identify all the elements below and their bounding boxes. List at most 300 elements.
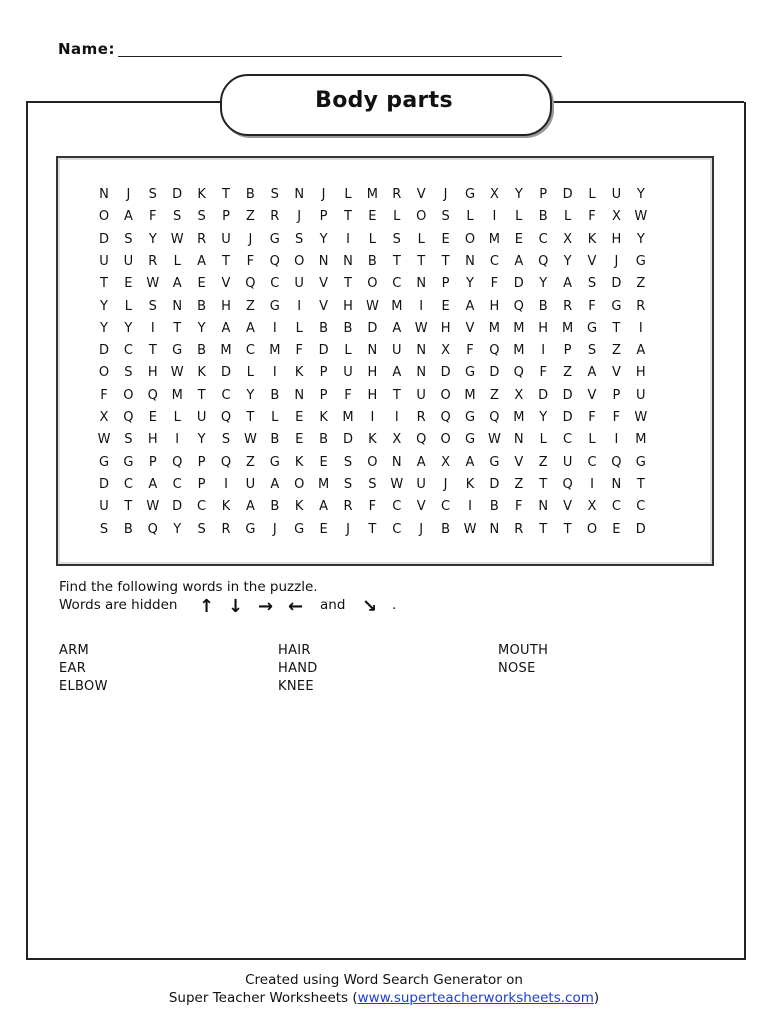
grid-letter: Q [147,387,158,403]
grid-letter: J [272,521,277,537]
grid-letter: R [270,209,280,225]
footer-suffix: ) [593,990,600,1006]
grid-letter: C [538,231,548,247]
grid-letter: N [416,276,427,292]
grid-letter: D [489,365,500,381]
grid-letter: R [221,521,231,537]
grid-letter: C [489,253,499,269]
grid-letter: M [513,343,525,359]
grid-letter: X [611,209,621,225]
grid-letter: L [173,253,181,269]
grid-letter: Q [172,454,183,470]
word-list-item: ARM [59,643,90,658]
grid-letter: G [269,231,280,247]
grid-letter: Z [245,454,255,470]
grid-letter: A [245,320,255,336]
grid-letter: P [441,276,450,292]
grid-row [92,273,653,295]
grid-letter: V [587,253,597,269]
grid-letter: U [245,476,256,492]
grid-letter: S [295,231,304,247]
grid-letter: E [612,521,621,537]
grid-letter: S [148,298,157,314]
grid-letter: L [246,365,255,381]
grid-letter: E [441,231,450,247]
name-label: Name: [58,40,115,58]
frame-top-left [26,101,222,103]
grid-letter: X [514,387,524,403]
grid-letter: P [148,454,157,470]
grid-letter: T [392,253,401,269]
grid-letter: N [318,253,329,269]
grid-letter: T [344,209,352,225]
grid-letter: O [367,454,378,470]
grid-letter: C [270,276,280,292]
grid-letter: X [489,187,499,202]
grid-letter: H [147,365,158,381]
grid-letter: H [147,432,158,448]
grid-letter: A [392,320,402,336]
grid-letter: S [343,476,353,492]
grid-letter: U [99,253,109,269]
grid-letter: B [245,187,255,202]
grid-letter: F [246,253,255,269]
grid-letter: S [392,231,401,247]
grid-letter: N [367,343,378,359]
grid-letter: Z [563,365,573,381]
grid-letter: E [148,410,157,425]
grid-row [92,452,653,474]
grid-letter: W [170,365,184,381]
grid-letter: D [98,231,109,247]
grid-letter: O [294,476,305,492]
grid-letter: H [367,387,378,403]
grid-letter: O [586,521,598,537]
grid-letter: P [319,387,328,403]
grid-letter: U [294,276,304,292]
footer-source [0,990,768,1006]
grid-letter: S [343,454,353,470]
instructions-line1: Find the following words in the puzzle. [59,579,318,595]
grid-letter: T [148,343,157,359]
grid-letter: C [123,343,133,359]
grid-letter: A [563,276,573,292]
grid-letter: F [588,298,596,314]
grid-letter: O [123,387,134,403]
grid-letter: P [222,209,230,225]
grid-letter: E [368,209,377,225]
grid-letter: Y [466,276,474,292]
grid-letter: U [416,387,426,403]
grid-letter: A [465,298,475,314]
grid-letter: S [124,231,133,247]
grid-letter: W [97,432,111,448]
grid-letter: Q [123,410,134,425]
grid-letter: M [317,476,330,492]
grid-letter: H [635,365,646,381]
grid-letter: G [489,454,500,470]
footer-credit: Created using Word Search Generator on [245,972,523,988]
grid-letter: L [295,320,303,336]
grid-letter: I [638,320,643,336]
grid-letter: I [468,499,472,515]
grid-letter: W [487,432,501,448]
grid-letter: N [416,365,427,381]
grid-letter: B [197,343,207,359]
grid-letter: X [441,343,451,359]
grid-letter: L [124,298,133,314]
grid-letter: T [197,387,206,403]
grid-letter: S [197,521,206,537]
grid-letter: D [98,343,109,359]
grid-letter: K [221,499,231,515]
grid-letter: X [392,432,402,448]
grid-letter: P [319,365,328,381]
grid-letter: U [196,410,207,425]
grid-letter: U [562,454,573,470]
grid-letter: G [586,320,598,336]
instructions-period: . [392,597,397,613]
grid-letter: R [343,499,353,515]
grid-letter: P [197,454,206,470]
grid-letter: C [123,476,133,492]
grid-row [92,206,653,228]
grid-letter: C [611,499,621,515]
grid-letter: T [392,387,401,403]
grid-letter: B [319,320,329,336]
grid-letter: V [416,499,426,515]
grid-letter: B [319,432,329,448]
grid-letter: Y [148,231,157,247]
grid-letter: P [197,476,206,492]
grid-letter: Y [636,187,645,202]
grid-letter: I [272,320,277,336]
grid-letter: Q [220,454,232,470]
grid-letter: Q [562,476,573,492]
grid-letter: S [441,209,450,225]
grid-letter: A [197,253,207,269]
grid-letter: X [441,454,451,470]
grid-letter: E [514,231,523,247]
grid-letter: E [319,454,328,470]
grid-letter: Y [124,320,133,336]
grid-letter: I [492,209,497,225]
grid-letter: D [562,187,573,202]
grid-row [92,251,653,273]
grid-letter: I [419,298,424,314]
grid-letter: O [294,253,305,269]
grid-letter: Q [538,253,549,269]
grid-letter: L [271,410,279,425]
grid-letter: Q [147,521,158,537]
grid-letter: Z [245,298,255,314]
grid-letter: N [465,253,475,269]
grid-letter: I [346,231,350,247]
grid-letter: L [588,432,596,448]
grid-row [92,519,653,541]
grid-letter: E [197,276,206,292]
grid-letter: Z [514,476,524,492]
grid-letter: B [367,253,377,269]
grid-letter: Q [220,410,232,425]
word-list-item: KNEE [278,679,314,694]
grid-letter: Y [563,253,572,269]
grid-letter: M [342,410,354,425]
word-list-item: EAR [59,661,87,676]
grid-letter: I [224,476,228,492]
grid-letter: D [367,320,378,336]
grid-letter: P [563,343,572,359]
grid-letter: J [297,209,302,225]
grid-letter: D [538,387,549,403]
grid-letter: U [221,231,231,247]
grid-letter: K [587,231,597,247]
grid-letter: C [245,343,255,359]
grid-letter: G [635,454,646,470]
grid-letter: J [126,187,131,202]
grid-letter: R [392,187,402,202]
grid-letter: B [123,521,133,537]
grid-letter: V [611,365,621,381]
grid-letter: A [245,499,255,515]
word-list-item: HAIR [278,643,311,658]
grid-letter: J [614,253,619,269]
grid-row [92,184,653,206]
grid-letter: V [563,499,573,515]
grid-letter: D [513,276,524,292]
grid-letter: W [463,521,477,537]
grid-letter: Y [197,320,206,336]
grid-letter: H [343,298,353,314]
grid-letter: W [170,231,184,247]
grid-letter: N [391,454,402,470]
grid-letter: N [294,387,305,403]
grid-letter: A [416,454,426,470]
arrow-down-icon: ↓ [228,596,244,617]
grid-letter: R [197,231,207,247]
grid-letter: V [319,276,329,292]
grid-letter: B [270,432,280,448]
grid-row [92,362,653,384]
grid-letter: G [464,187,476,202]
grid-letter: B [343,320,353,336]
page-title: Body parts [315,88,453,113]
grid-letter: S [124,432,133,448]
grid-letter: D [220,365,231,381]
grid-row [92,474,653,496]
grid-letter: F [466,343,474,359]
grid-letter: L [515,209,523,225]
grid-letter: F [588,209,596,225]
grid-letter: L [368,231,377,247]
grid-letter: X [563,231,573,247]
grid-letter: I [590,476,594,492]
word-list-item: ELBOW [59,679,108,694]
arrow-left-icon: ← [288,596,304,617]
grid-letter: N [172,298,183,314]
grid-letter: S [173,209,182,225]
grid-letter: R [148,253,158,269]
grid-letter: R [636,298,646,314]
grid-letter: F [612,410,621,425]
grid-letter: W [634,410,648,425]
grid-letter: B [538,298,548,314]
grid-letter: G [172,343,183,359]
grid-letter: M [171,387,183,403]
grid-letter: A [392,365,402,381]
grid-letter: T [441,253,450,269]
grid-letter: Z [538,454,548,470]
grid-letter: Z [611,343,621,359]
grid-letter: V [416,187,426,202]
grid-letter: L [563,209,572,225]
grid-letter: L [344,187,352,202]
grid-letter: W [390,476,404,492]
grid-letter: I [394,410,399,425]
grid-letter: L [393,209,401,225]
word-list-item: MOUTH [498,643,549,658]
grid-letter: M [635,432,647,448]
grid-letter: Y [100,320,108,336]
frame-top-right [548,101,744,103]
grid-letter: M [513,410,525,425]
grid-letter: M [464,387,476,403]
grid-letter: X [99,410,109,425]
grid-letter: W [243,432,257,448]
grid-letter: D [635,521,646,537]
grid-letter: T [222,253,230,269]
grid-letter: M [561,320,574,336]
grid-letter: I [370,410,375,425]
grid-letter: C [197,499,207,515]
grid-letter: Q [245,276,256,292]
grid-letter: G [611,298,622,314]
grid-letter: S [148,187,157,202]
grid-letter: V [514,454,524,470]
grid-letter: O [98,365,110,381]
grid-letter: V [319,298,329,314]
grid-letter: D [172,499,183,515]
grid-letter: D [562,387,573,403]
grid-row [92,385,653,407]
grid-letter: B [538,209,548,225]
grid-letter: G [294,521,305,537]
grid-row [92,496,653,518]
grid-letter: R [416,410,426,425]
grid-letter: B [489,499,499,515]
grid-letter: A [636,343,646,359]
grid-letter: A [587,365,597,381]
grid-letter: H [538,320,549,336]
grid-letter: V [465,320,475,336]
grid-letter: F [295,343,303,359]
grid-letter: L [344,343,352,359]
grid-letter: U [611,187,622,202]
grid-letter: E [319,521,328,537]
grid-letter: O [416,209,427,225]
grid-letter: G [269,454,280,470]
grid-letter: T [246,410,255,425]
grid-letter: L [539,432,547,448]
grid-letter: C [563,432,573,448]
grid-letter: P [539,187,548,202]
grid-letter: X [587,499,597,515]
grid-letter: M [513,320,525,336]
grid-letter: M [269,343,281,359]
grid-letter: W [365,298,379,314]
grid-letter: O [98,209,110,225]
grid-letter: S [587,343,597,359]
grid-letter: R [514,521,524,537]
grid-letter: Y [246,387,255,403]
grid-letter: U [123,253,134,269]
grid-letter: S [124,365,133,381]
footer-link[interactable]: www.superteacherworksheets.com [357,990,594,1006]
grid-letter: C [392,276,402,292]
grid-letter: A [148,476,158,492]
grid-letter: V [587,387,597,403]
grid-letter: N [99,187,109,202]
grid-letter: H [367,365,378,381]
grid-letter: D [562,410,573,425]
grid-letter: J [321,187,326,202]
grid-letter: W [146,276,160,292]
grid-letter: B [441,521,451,537]
grid-letter: Q [440,410,451,425]
grid-letter: G [98,454,110,470]
arrow-up-icon: ↑ [199,596,215,617]
grid-letter: G [269,298,280,314]
grid-letter: H [440,320,451,336]
grid-letter: Y [514,187,523,202]
grid-letter: I [541,343,546,359]
grid-letter: G [635,253,646,269]
grid-letter: O [464,231,476,247]
grid-letter: K [294,365,304,381]
grid-letter: T [173,320,182,336]
grid-letter: O [367,276,378,292]
grid-letter: U [343,365,353,381]
grid-letter: T [368,521,377,537]
grid-letter: M [488,320,500,336]
grid-letter: M [366,187,378,202]
grid-letter: L [173,410,181,425]
grid-letter: C [392,499,402,515]
grid-letter: H [489,298,500,314]
grid-letter: Q [416,432,427,448]
grid-letter: W [414,320,428,336]
grid-letter: A [172,276,182,292]
word-list-item: HAND [278,661,318,676]
grid-letter: F [588,410,596,425]
grid-letter: O [440,387,451,403]
grid-letter: K [197,365,206,381]
grid-letter: J [346,521,350,537]
grid-letter: Y [539,410,548,425]
grid-letter: Q [513,365,524,381]
grid-letter: T [124,499,133,515]
grid-letter: Q [269,253,280,269]
grid-letter: Y [539,276,548,292]
grid-letter: D [342,432,353,448]
grid-letter: C [392,521,402,537]
grid-letter: C [221,387,231,403]
grid-letter: Q [611,454,622,470]
grid-letter: J [419,521,424,537]
instructions-line2: Words are hidden [59,597,178,613]
grid-letter: W [634,209,648,225]
grid-letter: C [441,499,451,515]
